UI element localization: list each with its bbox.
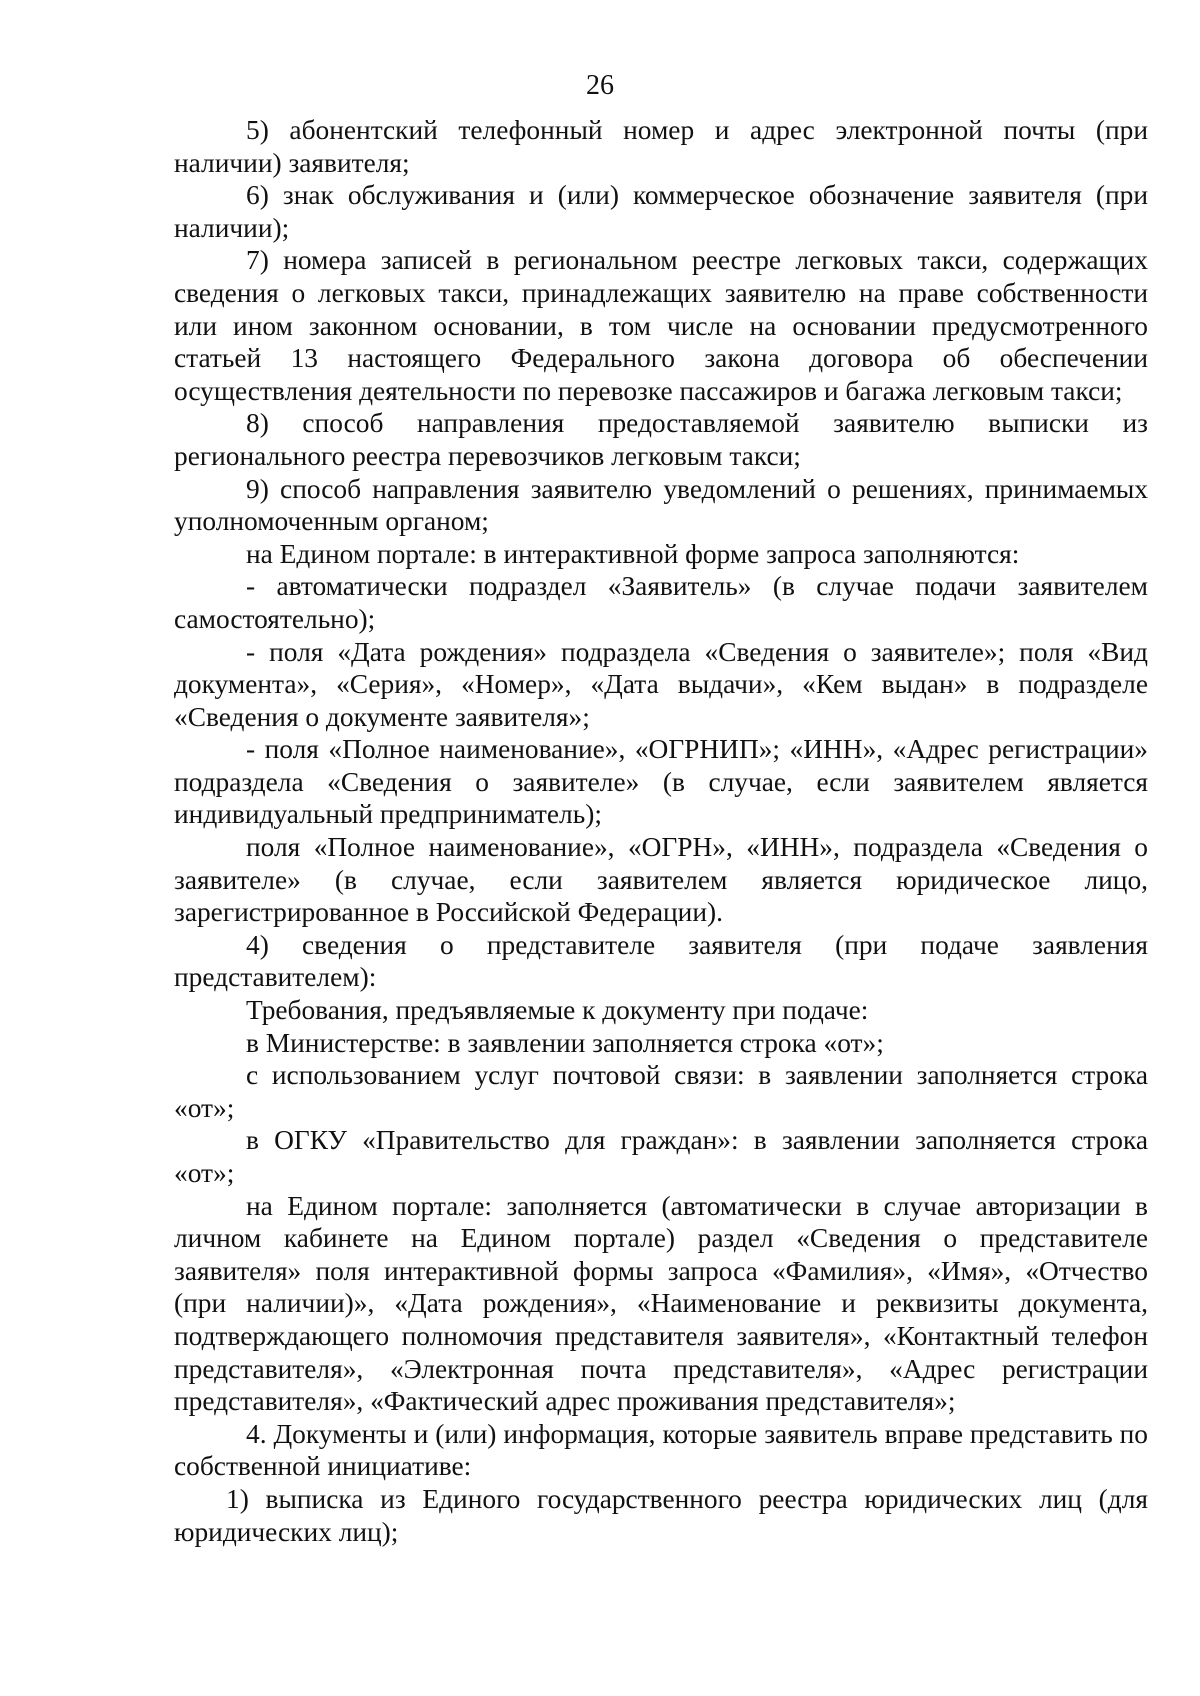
paragraph-item-8: 8) способ направления предоставляемой заявителю выписки из регионального реестра перевозчиков легковым такси; xyxy=(174,408,1148,471)
document-body xyxy=(174,114,1148,1548)
paragraph-portal-applicant: - автоматически подраздел «Заявитель» (в случае подачи заявителем самостоятельно); xyxy=(174,571,1148,634)
paragraph-section-4: 4. Документы и (или) информация, которые заявитель вправе представить по собственной инициативе: xyxy=(174,1418,1148,1482)
paragraph-item-6: 6) знак обслуживания и (или) коммерческое обозначение заявителя (при наличии); xyxy=(174,180,1148,243)
paragraph-ogku: в ОГКУ «Правительство для граждан»: в заявлении заполняется строка «от»; xyxy=(174,1125,1148,1188)
page-number: 26 xyxy=(586,70,614,101)
paragraph-egrul-extract: 1) выписка из Единого государственного реестра юридических лиц (для юридических лиц); xyxy=(174,1483,1148,1547)
paragraph-portal-representative: на Едином портале: заполняется (автоматически в случае авторизации в личном кабинете на Едином портале) раздел «Сведения о представителе заявителя» поля интерактивной формы запроса «Фамилия», «Имя», «Отчество (при наличии)», «Дата рождения», «Наименование и реквизиты документа, подтверждающего полномочия представителя заявителя», «Контактный телефон представителя», «Электронная почта представителя», «Адрес регистрации представителя», «Фактический адрес проживания представителя»; xyxy=(174,1190,1148,1417)
paragraph-representative-info: 4) сведения о представителе заявителя (при подаче заявления представителем): xyxy=(174,929,1148,993)
paragraph-ministry: в Министерстве: в заявлении заполняется строка «от»; xyxy=(246,1027,884,1058)
paragraph-item-5: 5) абонентский телефонный номер и адрес электронной почты (при наличии) заявителя; xyxy=(174,115,1148,178)
paragraph-portal-intro: на Едином портале: в интерактивной форме запроса заполняются: xyxy=(246,538,1020,569)
paragraph-portal-birthdate: - поля «Дата рождения» подраздела «Сведения о заявителе»; поля «Вид документа», «Серия», «Номер», «Дата выдачи», «Кем выдан» в подразделе «Сведения о документе заявителя»; xyxy=(174,636,1148,732)
paragraph-requirements: Требования, предъявляемые к документу при подаче: xyxy=(246,995,869,1026)
paragraph-item-9: 9) способ направления заявителю уведомлений о решениях, принимаемых уполномоченным органом; xyxy=(174,473,1148,537)
paragraph-item-7: 7) номера записей в региональном реестре легковых такси, содержащих сведения о легковых такси, принадлежащих заявителю на праве собственности или ином законном основании, в том числе на основании предусмотренного статьей 13 настоящего Федерального закона договора об обеспечении осуществления деятельности по перевозке пассажиров и багажа легковым такси; xyxy=(174,245,1148,406)
paragraph-portal-legal-entity: поля «Полное наименование», «ОГРН», «ИНН», подраздела «Сведения о заявителе» (в случае, если заявителем является юридическое лицо, зарегистрированное в Российской Федерации). xyxy=(174,832,1148,928)
paragraph-postal: с использованием услуг почтовой связи: в заявлении заполняется строка «от»; xyxy=(174,1060,1148,1123)
paragraph-portal-entrepreneur: - поля «Полное наименование», «ОГРНИП»; «ИНН», «Адрес регистрации» подраздела «Сведения о заявителе» (в случае, если заявителем является индивидуальный предприниматель); xyxy=(174,734,1148,830)
